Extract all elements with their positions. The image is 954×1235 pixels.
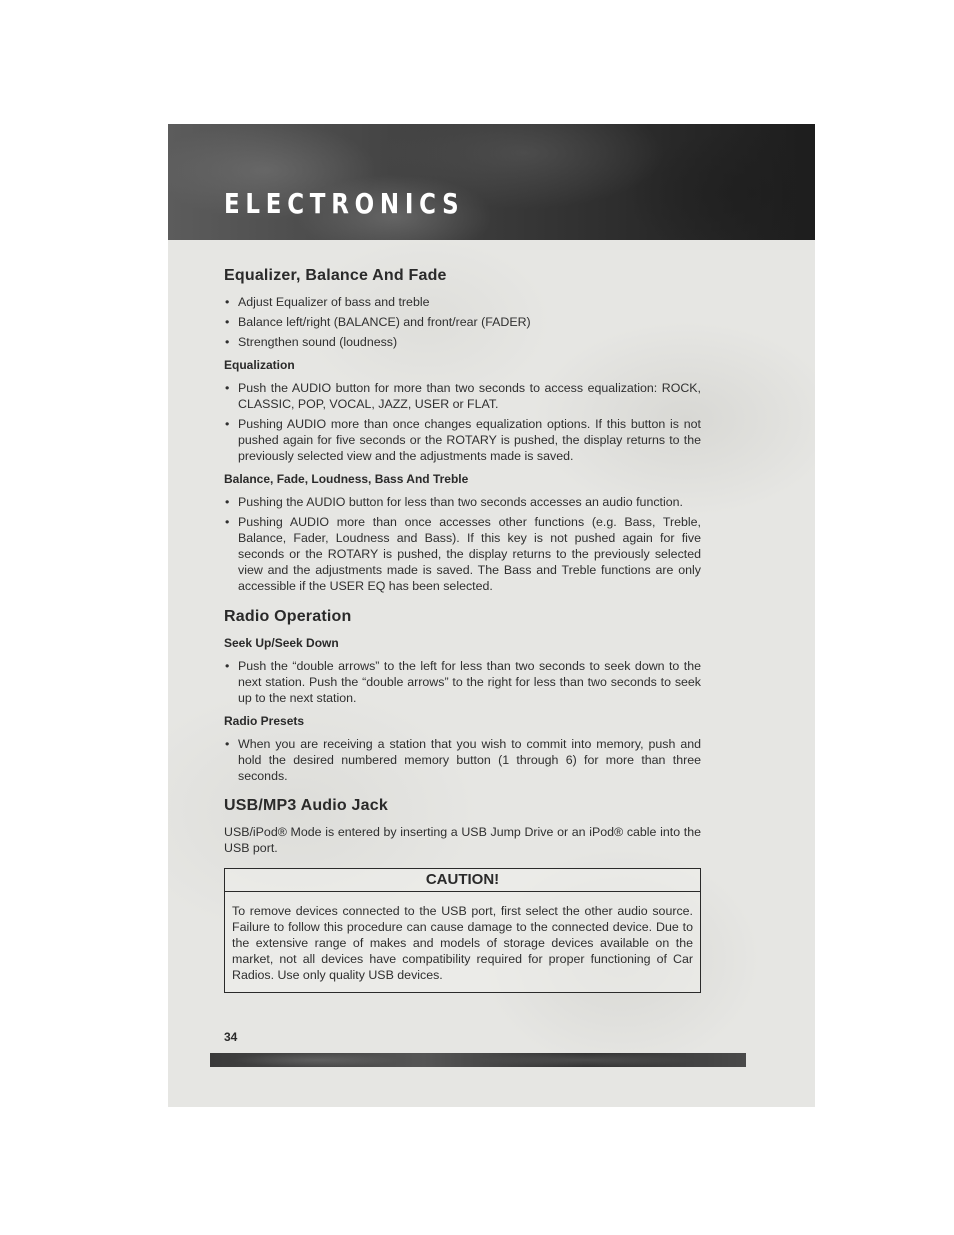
page-content xyxy=(224,266,701,993)
subheading-equalization: Equalization xyxy=(224,358,295,372)
subheading-seek: Seek Up/Seek Down xyxy=(224,636,339,650)
caution-title: CAUTION! xyxy=(225,869,700,892)
equalizer-bullet-list xyxy=(224,294,701,350)
list-item: • Pushing the AUDIO button for less than two seconds accesses an audio function. xyxy=(224,494,701,510)
list-item: • Pushing AUDIO more than once changes equalization options. If this button is not pushed again for five seconds or the ROTARY is pushed, the display returns to the previously selected view and the adjustments made is saved. xyxy=(224,416,701,464)
footer-bar xyxy=(210,1053,746,1067)
list-item: • Pushing AUDIO more than once accesses other functions (e.g. Bass, Treble, Balance, Fader, Loudness and Bass). If this key is not pushed again for five seconds or the ROTARY is pushed, the display returns to the previously selected view and the adjustments made is saved. The Bass and Treble functions are only accessible if the USER EQ has been selected. xyxy=(224,514,701,594)
subheading-presets: Radio Presets xyxy=(224,714,305,728)
seek-bullet-list xyxy=(224,658,701,706)
section-heading-usb: USB/MP3 Audio Jack xyxy=(224,797,388,814)
caution-text: To remove devices connected to the USB port, first select the other audio source. Failure to follow this procedure can cause damage to the connected device. Due to the extensive range of makes and models of storage devices available on the market, not all devices have compatibility required for proper functioning of Car Radios. Use only quality USB devices. xyxy=(232,904,693,982)
usb-paragraph: USB/iPod® Mode is entered by inserting a USB Jump Drive or an iPod® cable into the USB port. xyxy=(224,825,701,855)
list-item: • Push the “double arrows” to the left for less than two seconds to seek down to the next station. Push the “double arrows” to the right for less than two seconds to seek up to the next station. xyxy=(224,658,701,706)
list-item: • When you are receiving a station that you wish to commit into memory, push and hold the desired numbered memory button (1 through 6) for more than three seconds. xyxy=(224,736,701,784)
balance-bullet-list xyxy=(224,494,701,594)
subheading-balance: Balance, Fade, Loudness, Bass And Treble xyxy=(224,472,469,486)
chapter-title: ELECTRONICS xyxy=(224,187,465,220)
equalization-bullet-list xyxy=(224,380,701,464)
manual-page xyxy=(168,124,815,1107)
section-heading-radio: Radio Operation xyxy=(224,608,352,625)
list-item: • Balance left/right (BALANCE) and front/rear (FADER) xyxy=(224,314,701,330)
presets-bullet-list xyxy=(224,736,701,784)
list-item: • Adjust Equalizer of bass and treble xyxy=(224,294,701,310)
list-item: • Push the AUDIO button for more than two seconds to access equalization: ROCK, CLASSIC, POP, VOCAL, JAZZ, USER or FLAT. xyxy=(224,380,701,412)
list-item: • Strengthen sound (loudness) xyxy=(224,334,701,350)
header-banner xyxy=(168,124,815,240)
page-number: 34 xyxy=(224,1030,238,1044)
caution-box xyxy=(224,868,701,993)
section-heading-equalizer: Equalizer, Balance And Fade xyxy=(224,267,447,284)
